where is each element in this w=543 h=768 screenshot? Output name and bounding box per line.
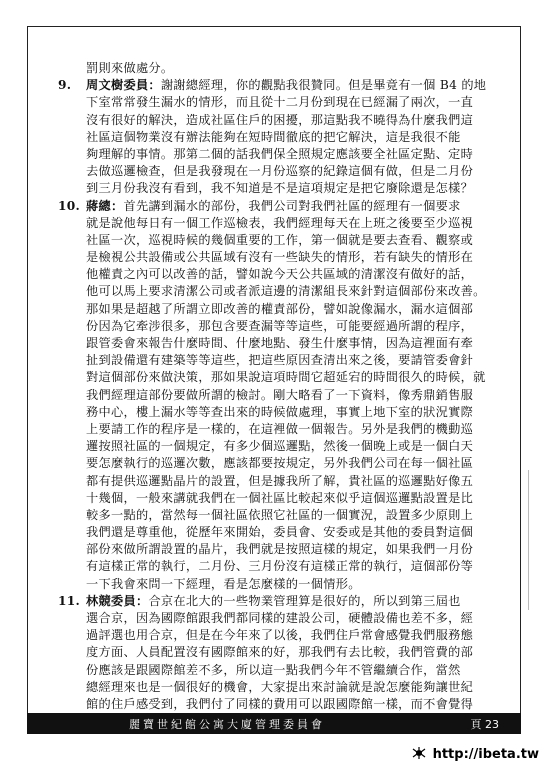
text-line [58, 77, 512, 94]
text-line [58, 438, 512, 455]
line-text: 他可以馬上要求清潔公司或者派這邊的清潔組長來針對這個部份來改善。 [86, 284, 486, 299]
line-text: 邏按照社區的一個規定，有多少個巡邏點，然後一個晚上或是一個白天 [86, 439, 474, 454]
text-line [58, 473, 512, 490]
text-line [58, 644, 512, 661]
line-text: 要怎麼執行的巡邏次數，應該都要按規定，另外我們公司在每一個社區 [86, 456, 474, 471]
line-text: 份因為它牽涉很多，那包含要查漏等等這些，可能要經過所謂的程序， [86, 318, 474, 333]
text-line [58, 180, 512, 197]
text-line [58, 249, 512, 266]
text-line [58, 576, 512, 593]
line-text: 務中心，樓上漏水等等查出來的時候做處理，事實上地下室的狀況實際 [86, 404, 474, 419]
text-line [58, 524, 512, 541]
line-text: 是檢視公共設備或公共區域有沒有一些缺失的情形，若有缺失的情形在 [86, 250, 474, 265]
line-text: 上要請工作的程序是一樣的，在這裡做一個報告。另外是我們的機動巡 [86, 421, 474, 436]
text-line [58, 94, 512, 111]
line-text: 較多一點的，當然每一個社區依照它社區的一個實況，設置多少原則上 [86, 507, 474, 522]
item-number: 9. [58, 78, 72, 93]
text-line [58, 369, 512, 386]
line-text: 那如果是超越了所謂立即改善的權責部份，譬如說像漏水，漏水這個部 [86, 301, 474, 316]
line-text: 合京在北大的一些物業管理算是很好的，所以到第三屆也 [148, 593, 461, 608]
text-line [58, 60, 512, 77]
text-line [58, 335, 512, 352]
line-text: 部份來做所謂設置的晶片，我們就是按照這樣的規定，如果我們一月份 [86, 542, 474, 557]
text-line [58, 421, 512, 438]
line-text: 社區一次，巡視時候的幾個重要的工作，第一個就是要去查看、觀察或 [86, 232, 474, 247]
text-line [58, 507, 512, 524]
text-line [58, 232, 512, 249]
watermark-url: http://ibeta.tw [432, 747, 539, 762]
text-line [58, 627, 512, 644]
text-line [58, 163, 512, 180]
text-line [58, 404, 512, 421]
line-text: 一下我會來問一下經理，看是怎麼樣的一個情形。 [86, 576, 361, 591]
footer-title: 麗寶世紀館公寓大廈管理委員會 [129, 717, 325, 731]
text-line [58, 318, 512, 335]
text-line [58, 129, 512, 146]
text-line [58, 352, 512, 369]
line-text: 館的住戶感受到，我們付了同樣的費用可以跟國際館一樣，而不會覺得 [86, 696, 474, 711]
text-line [58, 301, 512, 318]
item-number: 11. [58, 593, 81, 608]
line-text: 總經理來也是一個很好的機會，大家提出來討論就是說怎麼能夠讓世紀 [86, 679, 474, 694]
text-line [58, 662, 512, 679]
page-number: 頁 23 [470, 717, 499, 731]
line-text: 夠理解的事情。那第二個的話我們保全照規定應該要全社區定點、定時 [86, 146, 474, 161]
line-text: 有這樣正常的執行，二月份、三月份沒有這樣正常的執行，這個部份等 [86, 559, 474, 574]
spider-icon [412, 746, 426, 760]
line-text: 就是說他每日有一個工作巡檢表，我們經理每天在上班之後要至少巡視 [86, 215, 474, 230]
text-line [58, 696, 512, 713]
text-line [58, 593, 512, 610]
text-line [58, 112, 512, 129]
line-text: 首先講到漏水的部份，我們公司對我們社區的經理有一個要求 [123, 198, 461, 213]
text-line [58, 610, 512, 627]
text-line [58, 266, 512, 283]
line-text: 選合京，因為國際館跟我們都同樣的建設公司，硬體設備也差不多，經 [86, 611, 474, 625]
text-line [58, 146, 512, 163]
line-text: 沒有很好的解決，造成社區住戶的困擾，那這點我不曉得為什麼我們這 [86, 112, 474, 127]
line-text: 去做巡邏檢查，但是我發現在一月份巡察的紀錄這個有做，但是二月份 [86, 164, 474, 179]
line-text: 他權責之內可以改善的話，譬如說今天公共區域的清潔沒有做好的話， [86, 267, 474, 282]
binding-edge [528, 470, 537, 610]
line-text: 到三月份我沒有看到，我不知道是不是這項規定是把它廢除還是怎樣？ [86, 181, 474, 196]
text-line [58, 387, 512, 404]
text-line [58, 455, 512, 472]
line-text: 下室常常發生漏水的情形，而且從十二月份到現在已經漏了兩次，一直 [86, 95, 474, 110]
item-number: 10. [58, 198, 81, 213]
page-footer [27, 713, 521, 734]
text-line [58, 541, 512, 558]
line-text: 謝謝總經理，你的觀點我很贊同。但是畢竟有一個 B4 的地 [160, 78, 487, 93]
line-text: 社區這個物業沒有辦法能夠在短時間徹底的把它解決，這是我很不能 [86, 129, 461, 144]
line-text: 跟管委會來報告什麼時間、什麼地點、發生什麼事情，因為這裡面有牽 [86, 336, 474, 350]
minutes-body [58, 60, 512, 713]
text-line [58, 490, 512, 507]
line-text: 對這個部份來做決策，那如果說這項時間它超延宕的時間很久的時候，就 [86, 370, 486, 385]
text-line [58, 198, 512, 215]
line-text: 我們還是尊重他，從歷年來開始，委員會、安委或是其他的委員對這個 [86, 525, 474, 540]
speaker-name: 蔣總： [86, 198, 124, 213]
text-line [58, 558, 512, 575]
text-line [58, 215, 512, 232]
line-text: 度方面、人員配置沒有國際館來的好，那我們有去比較，我們管費的部 [86, 645, 474, 660]
speaker-name: 林競委員： [86, 593, 149, 608]
line-text: 都有提供巡邏點晶片的設置，但是據我所了解，貴社區的巡邏點好像五 [86, 473, 474, 488]
line-text: 罰則來做處分。 [86, 61, 174, 75]
line-text: 過評選也用合京，但是在今年來了以後，我們住戶常會感覺我們服務態 [86, 628, 474, 643]
line-text: 十幾個，一般來講就我們在一個社區比較起來似乎這個巡邏點設置是比 [86, 490, 474, 505]
text-line [58, 283, 512, 300]
line-text: 我們經理這部份要做所謂的檢討。剛大略看了一下資料，像秀鼎銷售服 [86, 387, 474, 402]
line-text: 扯到設備還有建築等等這些，把這些原因查清出來之後，要請管委會針 [86, 353, 474, 368]
line-text: 份應該是跟國際館差不多，所以這一點我們今年不管繼續合作，當然 [86, 662, 461, 677]
text-line [58, 679, 512, 696]
watermark [412, 746, 539, 762]
speaker-name: 周文樹委員： [86, 78, 161, 93]
